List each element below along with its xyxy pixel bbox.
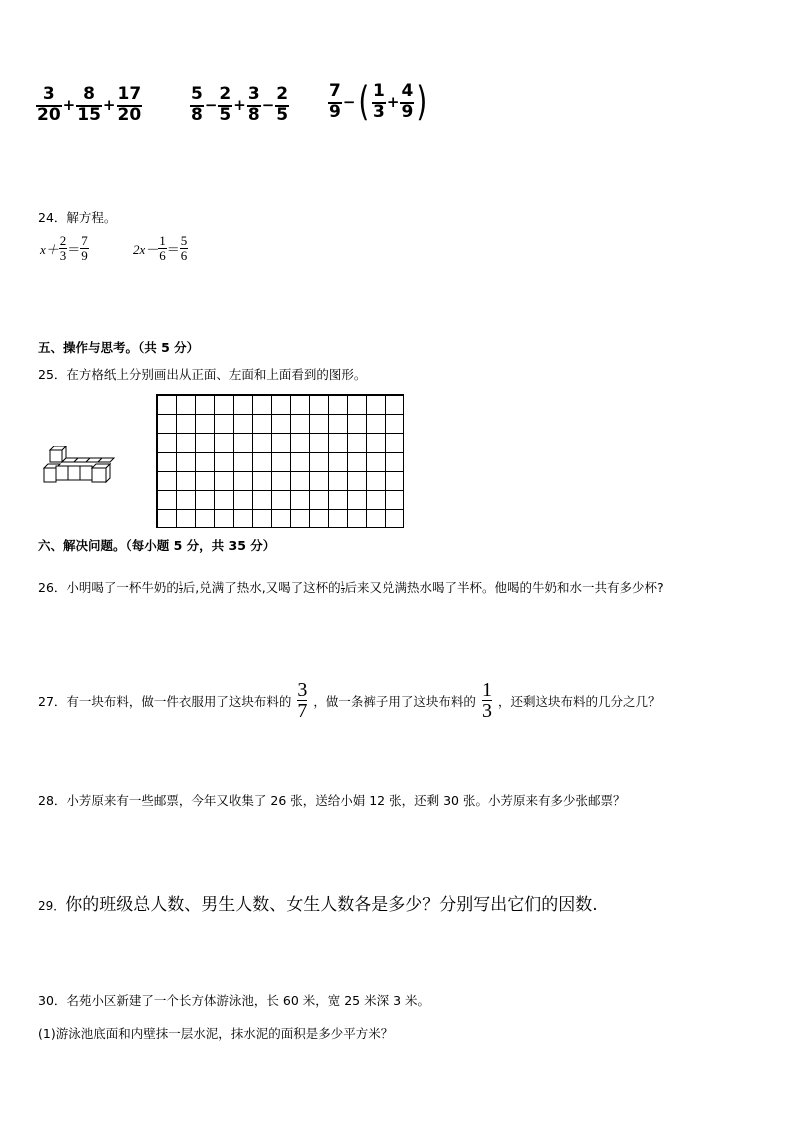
- cube-figure: [42, 446, 118, 484]
- calc-expression-3: $\frac{7}{9}$ − ( $\frac{1}{3}$ + $\frac{4}{9}$ ): [329, 79, 428, 125]
- calc-expression-2: $\frac{5}{8}$ − $\frac{2}{5}$ + $\frac{3}{8}$ − $\frac{2}{5}$: [191, 84, 289, 125]
- section-6-heading: 六、解决问题。（每小题 5 分，共 35 分）: [38, 538, 276, 553]
- question-24-title: 24．解方程。: [38, 210, 117, 225]
- section-5-heading: 五、操作与思考。（共 5 分）: [38, 340, 200, 355]
- question-26-text: 26．小明喝了一杯牛奶的 $\frac{1}{3}$ 后,兑满了热水,又喝了这杯的 $\frac{1}{3}$ 后来又兑满热水喝了半杯。他喝的牛奶和水一共有多少杯?: [38, 580, 664, 595]
- grid-paper[interactable]: [156, 394, 404, 528]
- question-28-text: 28．小芳原来有一些邮票，今年又收集了 26 张，送给小娟 12 张，还剩 30 张。小芳原来有多少张邮票？: [38, 793, 626, 808]
- equation-2: 2x－ $\frac{1}{6}$ ＝ $\frac{5}{6}$: [133, 233, 188, 263]
- calc-expression-1: $\frac{3}{20}$ + $\frac{8}{15}$ + $\frac{17}{20}$: [37, 84, 142, 125]
- question-25-text: 25．在方格纸上分别画出从正面、左面和上面看到的图形。: [38, 367, 367, 382]
- question-30-text: 30．名苑小区新建了一个长方体游泳池，长 60 米，宽 25 米深 3 米。: [38, 993, 431, 1008]
- question-29-text: 29．你的班级总人数、男生人数、女生人数各是多少？分别写出它们的因数.: [38, 895, 598, 915]
- question-30-part-1: (1)游泳池底面和内壁抹一层水泥，抹水泥的面积是多少平方米？: [38, 1026, 394, 1041]
- equation-1: x＋ $\frac{2}{3}$ ＝ $\frac{7}{9}$: [40, 233, 88, 263]
- question-27-text: 27．有一块布料，做一件衣服用了这块布料的 3 7 ，做一条裤子用了这块布料的 1 3 ，还剩这块布料的几分之几？: [38, 679, 661, 722]
